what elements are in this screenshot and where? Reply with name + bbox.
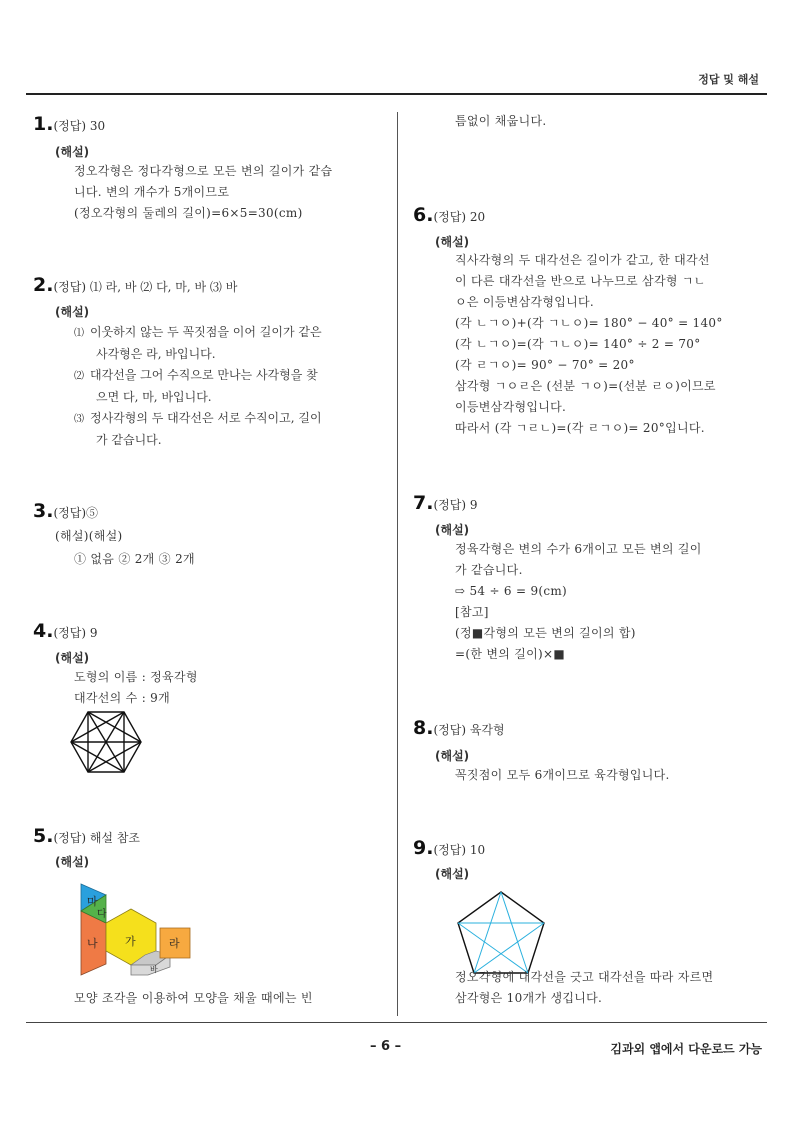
solution-line: 이등변삼각형입니다.: [455, 400, 567, 414]
solution-line: (각 ㄴㄱㅇ)+(각 ㄱㄴㅇ)= 180° − 40° = 140°: [455, 316, 723, 330]
solution-line: =(한 변의 길이)×■: [455, 647, 565, 661]
solution-line: (각 ㄴㄱㅇ)=(각 ㄱㄴㅇ)= 140° ÷ 2 = 70°: [455, 337, 701, 351]
answer: (정답)⑤: [53, 506, 99, 520]
label-ga: 가: [125, 935, 136, 948]
question-number: 6.: [413, 204, 434, 226]
solution-label: (해설): [435, 749, 470, 763]
pattern-block-figure: [76, 881, 198, 977]
label-da: 다: [97, 909, 107, 920]
question-9: [413, 837, 485, 859]
item-line: 으면 다, 마, 바입니다.: [96, 390, 212, 404]
item-line: 대각선을 그어 수직으로 만나는 사각형을 찾: [90, 368, 318, 382]
solution-text: 모양 조각을 이용하여 모양을 채울 때에는 빈: [74, 991, 313, 1005]
solution-line: 따라서 (각 ㄱㄹㄴ)=(각 ㄹㄱㅇ)= 20°입니다.: [455, 421, 705, 435]
solution-line: [참고]: [455, 605, 489, 619]
solution-text: 꼭짓점이 모두 6개이므로 육각형입니다.: [455, 768, 670, 782]
solution-line: ㅇ은 이등변삼각형입니다.: [455, 295, 595, 309]
label-ma: 마: [87, 895, 98, 908]
item-mark: ⑴: [74, 328, 84, 339]
solution-label: (해설): [55, 651, 90, 665]
question-1: [33, 113, 105, 135]
question-number: 2.: [33, 274, 54, 296]
solution-label: (해설): [435, 867, 470, 881]
solution-line: 정오각형은 정다각형으로 모든 변의 길이가 같습: [74, 164, 333, 178]
hexagon-diagonals-figure: [70, 710, 142, 774]
question-number: 1.: [33, 113, 54, 135]
solution-text-continued: 틈없이 채웁니다.: [455, 114, 547, 128]
item-line: 가 같습니다.: [96, 433, 162, 447]
item-line: 정사각형의 두 대각선은 서로 수직이고, 길이: [90, 411, 322, 425]
question-4: [33, 620, 97, 642]
solution-line: 정오각형에 대각선을 긋고 대각선을 따라 자르면: [455, 970, 714, 984]
question-number: 9.: [413, 837, 434, 859]
solution-items: [74, 322, 322, 451]
label-ba: 바: [150, 965, 158, 974]
question-number: 3.: [33, 500, 54, 522]
question-number: 5.: [33, 825, 54, 847]
solution-label: (해설): [435, 523, 470, 537]
solution-text: [74, 161, 332, 224]
solution-line: 니다. 변의 개수가 5개이므로: [74, 185, 230, 199]
pentagon-diagonals-figure: [455, 889, 547, 977]
answer: (정답) 해설 참조: [53, 831, 140, 845]
solution-line: 가 같습니다.: [455, 563, 523, 577]
solution-label: (해설)(해설): [55, 529, 123, 543]
answer: (정답) 20: [433, 210, 486, 224]
solution-text: [455, 967, 713, 1009]
solution-label: (해설): [55, 305, 90, 319]
answer: (정답) 9: [53, 626, 98, 640]
solution-line: (정오각형의 둘레의 길이)=6×5=30(cm): [74, 206, 303, 220]
solution-line: 직사각형의 두 대각선은 길이가 같고, 한 대각선: [455, 253, 710, 267]
solution-line: 정육각형은 변의 수가 6개이고 모든 변의 길이: [455, 542, 702, 556]
question-6: [413, 204, 485, 226]
solution-text: [455, 250, 723, 439]
solution-line: ⇨ 54 ÷ 6 = 9(cm): [455, 584, 568, 598]
answer: (정답) ⑴ 라, 바 ⑵ 다, 마, 바 ⑶ 바: [53, 280, 238, 294]
solution-item: [74, 408, 322, 430]
solution-line: 대각선의 수 : 9개: [74, 691, 170, 705]
solution-item: [74, 322, 322, 344]
solution-label: (해설): [435, 235, 470, 249]
solution-text: [455, 539, 702, 665]
answer: (정답) 30: [53, 119, 106, 133]
footer-rule: [26, 1022, 767, 1023]
question-number: 7.: [413, 492, 434, 514]
question-7: [413, 492, 477, 514]
solution-line: 삼각형은 10개가 생깁니다.: [455, 991, 603, 1005]
question-number: 8.: [413, 717, 434, 739]
header-rule: [26, 93, 767, 95]
item-mark: ⑶: [74, 414, 84, 425]
solution-text: [74, 667, 198, 709]
column-divider: [397, 112, 398, 1016]
solution-label: (해설): [55, 145, 90, 159]
solution-line: (정■각형의 모든 변의 길이의 합): [455, 626, 636, 640]
question-8: [413, 717, 505, 739]
label-ra: 라: [169, 937, 180, 950]
solution-line: 이 다른 대각선을 반으로 나누므로 삼각형 ㄱㄴ: [455, 274, 706, 288]
footer-note: 김과외 앱에서 다운로드 가능: [610, 1042, 762, 1056]
answer: (정답) 육각형: [433, 723, 505, 737]
question-3: [33, 500, 98, 522]
item-line: 이웃하지 않는 두 꼭짓점을 이어 길이가 같은: [90, 325, 322, 339]
solution-label: (해설): [55, 855, 90, 869]
question-number: 4.: [33, 620, 54, 642]
page-header-title: 정답 및 해설: [698, 73, 759, 86]
item-line: 사각형은 라, 바입니다.: [96, 347, 216, 361]
solution-line: 삼각형 ㄱㅇㄹ은 (선분 ㄱㅇ)=(선분 ㄹㅇ)이므로: [455, 379, 716, 393]
solution-line: 도형의 이름 : 정육각형: [74, 670, 198, 684]
solution-line: (각 ㄹㄱㅇ)= 90° − 70° = 20°: [455, 358, 635, 372]
solution-text: ① 없음 ② 2개 ③ 2개: [74, 552, 195, 566]
label-na: 나: [87, 937, 98, 950]
answer: (정답) 9: [433, 498, 478, 512]
question-5: [33, 825, 140, 847]
answer: (정답) 10: [433, 843, 486, 857]
item-mark: ⑵: [74, 371, 84, 382]
question-2: [33, 274, 237, 296]
solution-item: [74, 365, 322, 387]
page-number: – 6 –: [370, 1039, 402, 1054]
